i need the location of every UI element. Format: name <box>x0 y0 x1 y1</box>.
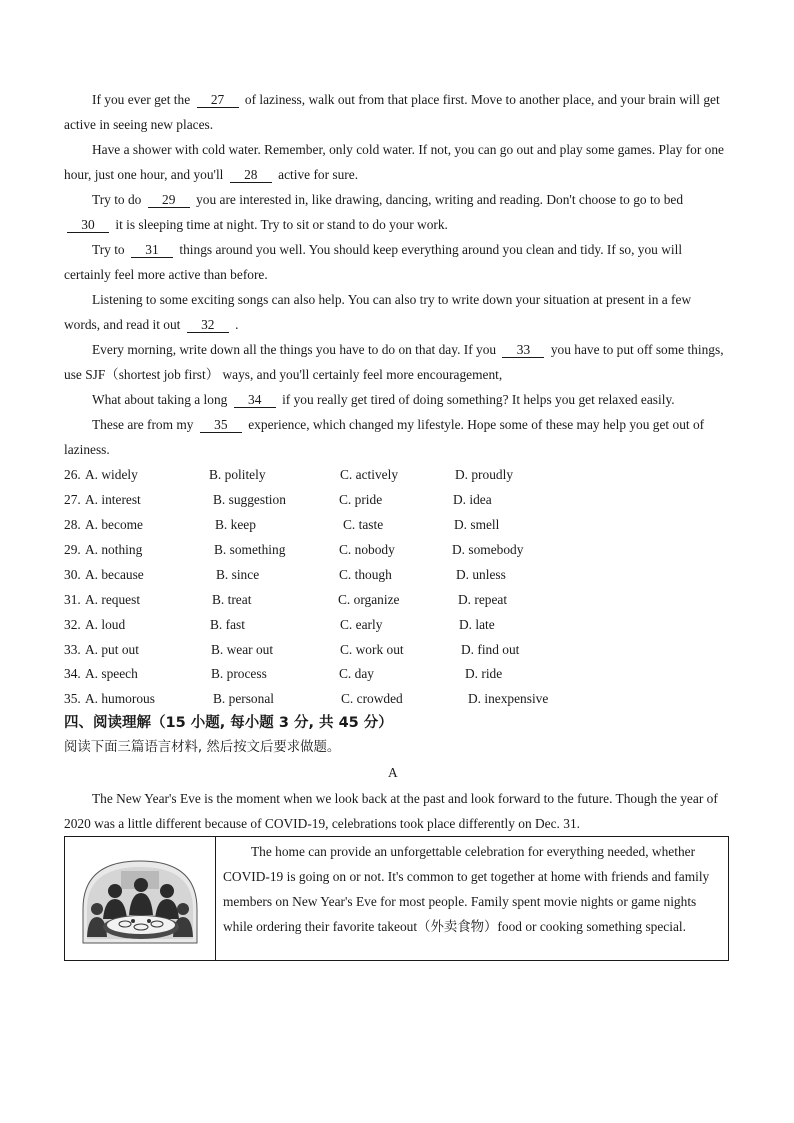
option-b[interactable]: B. treat <box>212 592 252 607</box>
question-number: 30. <box>64 567 81 582</box>
text: Listening to some exciting songs can also help. You can also try to write down your situation at present in a few words, and read it out <box>64 292 692 332</box>
question-number: 31. <box>64 592 81 607</box>
question-number: 29. <box>64 542 81 557</box>
blank-30[interactable]: 30 <box>67 217 109 233</box>
question-row-28 <box>64 512 730 537</box>
text: it is sleeping time at night. Try to sit or stand to do your work. <box>115 217 448 232</box>
option-c[interactable]: C. crowded <box>341 691 403 706</box>
option-a[interactable]: A. because <box>85 567 144 582</box>
option-b[interactable]: B. fast <box>210 617 245 632</box>
text: What about taking a long <box>92 392 228 407</box>
text: things around you well. You should keep everything around you clean and tidy. If so, you will certainly feel more active than before. <box>64 242 683 282</box>
family-dinner-illustration <box>81 857 199 945</box>
option-b[interactable]: B. something <box>214 542 286 557</box>
option-d[interactable]: D. ride <box>465 666 503 681</box>
question-row-34 <box>64 661 730 686</box>
passage-paragraph-8 <box>64 412 730 462</box>
passage-paragraph-3 <box>64 187 730 237</box>
question-number: 34. <box>64 666 81 681</box>
question-row-33 <box>64 637 730 662</box>
question-row-35 <box>64 686 730 711</box>
option-a[interactable]: A. speech <box>85 666 138 681</box>
option-b[interactable]: B. wear out <box>211 642 274 657</box>
text: active for sure. <box>278 167 359 182</box>
option-a[interactable]: A. nothing <box>85 542 143 557</box>
question-row-26 <box>64 462 730 487</box>
passage-paragraph-2 <box>64 137 730 187</box>
passage-paragraph-6 <box>64 337 730 387</box>
option-c[interactable]: C. nobody <box>339 542 395 557</box>
option-d[interactable]: D. idea <box>453 492 492 507</box>
text: Try to do <box>92 192 142 207</box>
blank-31[interactable]: 31 <box>131 242 173 258</box>
passage-label: A <box>388 765 398 780</box>
option-c[interactable]: C. actively <box>340 467 399 482</box>
option-d[interactable]: D. find out <box>461 642 520 657</box>
option-b[interactable]: B. process <box>211 666 267 681</box>
question-number: 33. <box>64 642 81 657</box>
option-c[interactable]: C. day <box>339 666 374 681</box>
blank-28[interactable]: 28 <box>230 167 272 183</box>
option-d[interactable]: D. proudly <box>455 467 514 482</box>
text: Try to <box>92 242 125 257</box>
text: . <box>235 317 239 332</box>
option-a[interactable]: A. humorous <box>85 691 155 706</box>
text: if you really get tired of doing something? It helps you get relaxed easily. <box>282 392 675 407</box>
text: These are from my <box>92 417 194 432</box>
family-dinner-icon <box>81 857 199 945</box>
option-b[interactable]: B. keep <box>215 517 256 532</box>
reading-intro-paragraph: The New Year's Eve is the moment when we look back at the past and look forward to the future. Though the year of 2020 was a little different because of COVID-19, celebrations took place differently on Dec. 31. <box>64 791 718 831</box>
option-d[interactable]: D. late <box>459 617 495 632</box>
blank-35[interactable]: 35 <box>200 417 242 433</box>
text: experience, which changed my lifestyle. Hope some of these may help you get out of laziness. <box>64 417 705 457</box>
question-number: 27. <box>64 492 81 507</box>
question-row-31 <box>64 587 730 612</box>
option-b[interactable]: B. since <box>216 567 260 582</box>
option-d[interactable]: D. inexpensive <box>468 691 549 706</box>
option-b[interactable]: B. politely <box>209 467 266 482</box>
option-a[interactable]: A. become <box>85 517 144 532</box>
text: you are interested in, like drawing, dancing, writing and reading. Don't choose to go to bed <box>196 192 684 207</box>
blank-27[interactable]: 27 <box>197 92 239 108</box>
passage-paragraph-4 <box>64 237 730 287</box>
blank-34[interactable]: 34 <box>234 392 276 408</box>
passage-paragraph-1 <box>64 87 730 137</box>
section-instruction: 阅读下面三篇语言材料, 然后按文后要求做题。 <box>64 740 341 755</box>
option-a[interactable]: A. widely <box>85 467 138 482</box>
option-c[interactable]: C. though <box>339 567 392 582</box>
option-a[interactable]: A. put out <box>85 642 139 657</box>
text: of laziness, walk out from that place first. Move to another place, and your brain will get active in seeing new places. <box>64 92 720 132</box>
reading-table <box>64 836 729 961</box>
option-c[interactable]: C. organize <box>338 592 400 607</box>
option-a[interactable]: A. interest <box>85 492 141 507</box>
option-d[interactable]: D. smell <box>454 517 500 532</box>
option-d[interactable]: D. repeat <box>458 592 508 607</box>
blank-33[interactable]: 33 <box>502 342 544 358</box>
blank-29[interactable]: 29 <box>148 192 190 208</box>
option-d[interactable]: D. unless <box>456 567 506 582</box>
option-d[interactable]: D. somebody <box>452 542 524 557</box>
passage-paragraph-7 <box>64 387 730 412</box>
text: Have a shower with cold water. Remember, only cold water. If not, you can go out and play some games. Play for one hour, just one hour, and you'll <box>64 142 724 182</box>
option-c[interactable]: C. taste <box>343 517 384 532</box>
option-b[interactable]: B. personal <box>213 691 274 706</box>
question-number: 35. <box>64 691 81 706</box>
option-a[interactable]: A. request <box>85 592 141 607</box>
option-b[interactable]: B. suggestion <box>213 492 286 507</box>
option-a[interactable]: A. loud <box>85 617 126 632</box>
blank-32[interactable]: 32 <box>187 317 229 333</box>
text: Every morning, write down all the things you have to do on that day. If you <box>92 342 497 357</box>
reading-box-text: The home can provide an unforgettable celebration for everything needed, whether COVID-19 is going on or not. It's common to get together at home with friends and family members on New Year's Eve for most people. Family spent movie nights or game nights while ordering their favorite takeout（外卖食物）food or cooking something special. <box>223 844 710 934</box>
option-c[interactable]: C. work out <box>340 642 404 657</box>
question-row-27 <box>64 487 730 512</box>
text: If you ever get the <box>92 92 191 107</box>
option-c[interactable]: C. early <box>340 617 383 632</box>
question-number: 26. <box>64 467 81 482</box>
question-number: 32. <box>64 617 81 632</box>
question-number: 28. <box>64 517 81 532</box>
question-row-32 <box>64 612 730 637</box>
passage-paragraph-5 <box>64 287 730 337</box>
text: you have to put off some things, use SJF（shortest job first） ways, and you'll certainly feel more encouragement, <box>64 342 724 382</box>
table-divider <box>215 837 216 960</box>
option-c[interactable]: C. pride <box>339 492 383 507</box>
question-row-30 <box>64 562 730 587</box>
question-row-29 <box>64 537 730 562</box>
section-heading: 四、阅读理解（15 小题, 每小题 3 分, 共 45 分） <box>64 715 393 731</box>
